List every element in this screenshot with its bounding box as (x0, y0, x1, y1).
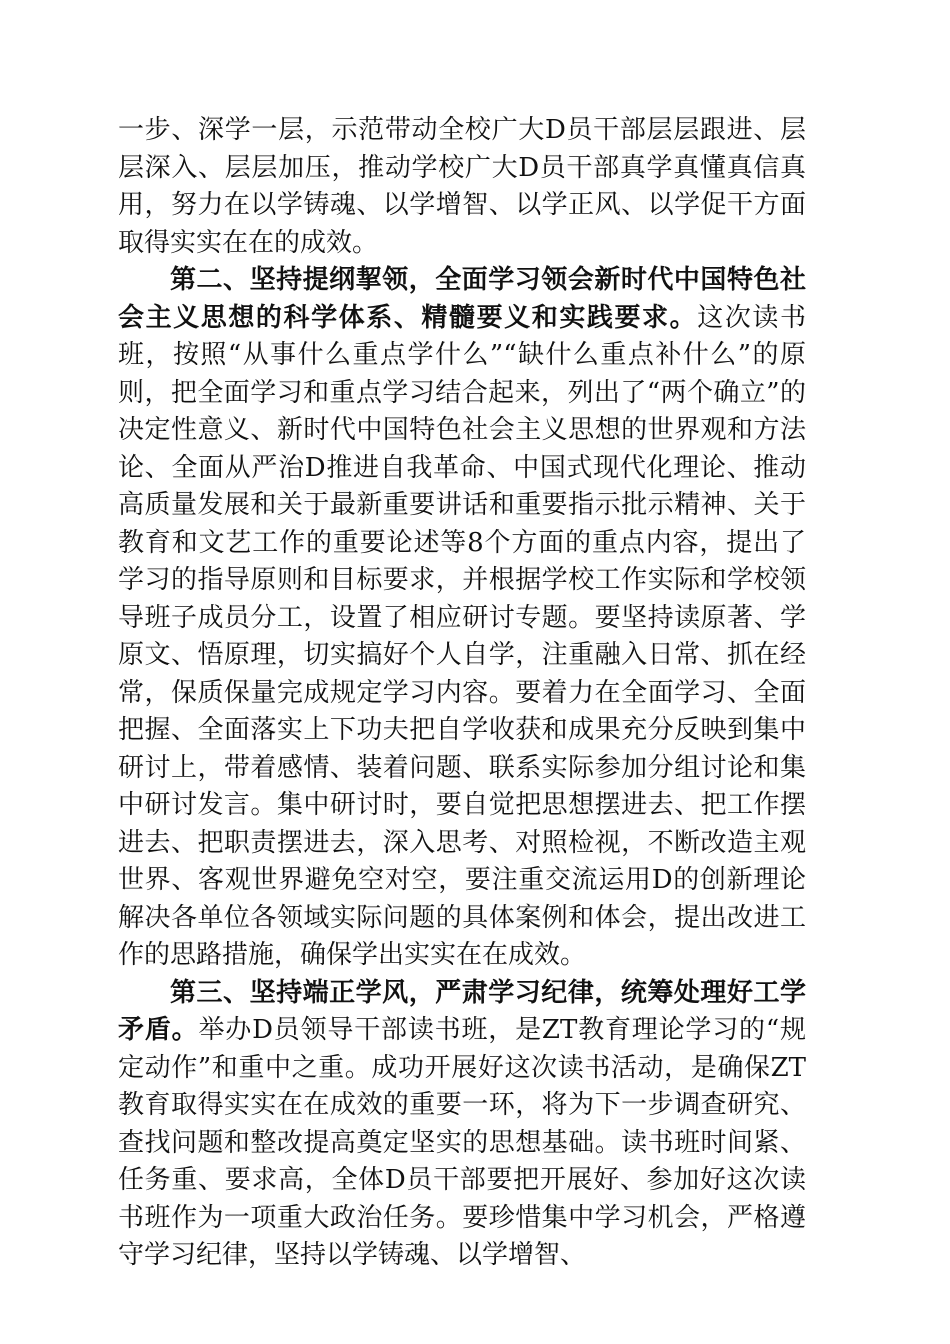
paragraph-body: 一步、深学一层，示范带动全校广大D员干部层层跟进、层层深入、层层加压，推动学校广大D员干部真学真懂真信真用，努力在以学铸魂、以学增智、以学正风、以学促干方面取得实实在在的成效。 (118, 115, 806, 258)
paragraph-heading: 第三、坚持端正学风，严肃学习纪律，统筹处理好工学矛盾。 (118, 977, 806, 1045)
paragraph-heading: 第二、坚持提纲挈领，全面学习领会新时代中国特色社会主义思想的科学体系、精髓要义和实践要求。 (118, 265, 806, 333)
paragraph-second (118, 262, 806, 975)
paragraph-continuation (118, 112, 806, 262)
paragraph-third (118, 975, 806, 1275)
paragraph-body: 举办D员领导干部读书班，是ZT教育理论学习的“规定动作”和重中之重。成功开展好这次读书活动，是确保ZT教育取得实实在在成效的重要一环，将为下一步调查研究、查找问题和整改提高奠定坚实的思想基础。读书班时间紧、任务重、要求高，全体D员干部要把开展好、参加好这次读书班作为一项重大政治任务。要珍惜集中学习机会，严格遵守学习纪律，坚持以学铸魂、以学增智、 (118, 1015, 806, 1270)
paragraph-body: 这次读书班，按照“从事什么重点学什么”“缺什么重点补什么”的原则，把全面学习和重点学习结合起来，列出了“两个确立”的决定性意义、新时代中国特色社会主义思想的世界观和方法论、全面从严治D推进自我革命、中国式现代化理论、推动高质量发展和关于最新重要讲话和重要指示批示精神、关于教育和文艺工作的重要论述等8个方面的重点内容，提出了学习的指导原则和目标要求，并根据学校工作实际和学校领导班子成员分工，设置了相应研讨专题。要坚持读原著、学原文、悟原理，切实搞好个人自学，注重融入日常、抓在经常，保质保量完成规定学习内容。要着力在全面学习、全面把握、全面落实上下功夫把自学收获和成果充分反映到集中研讨上，带着感情、装着问题、联系实际参加分组讨论和集中研讨发言。集中研讨时，要自觉把思想摆进去、把工作摆进去、把职责摆进去，深入思考、对照检视，不断改造主观世界、客观世界避免空对空，要注重交流运用D的创新理论解决各单位各领域实际问题的具体案例和体会，提出改进工作的思路措施，确保学出实实在在成效。 (118, 302, 806, 970)
document-page (118, 112, 806, 1275)
